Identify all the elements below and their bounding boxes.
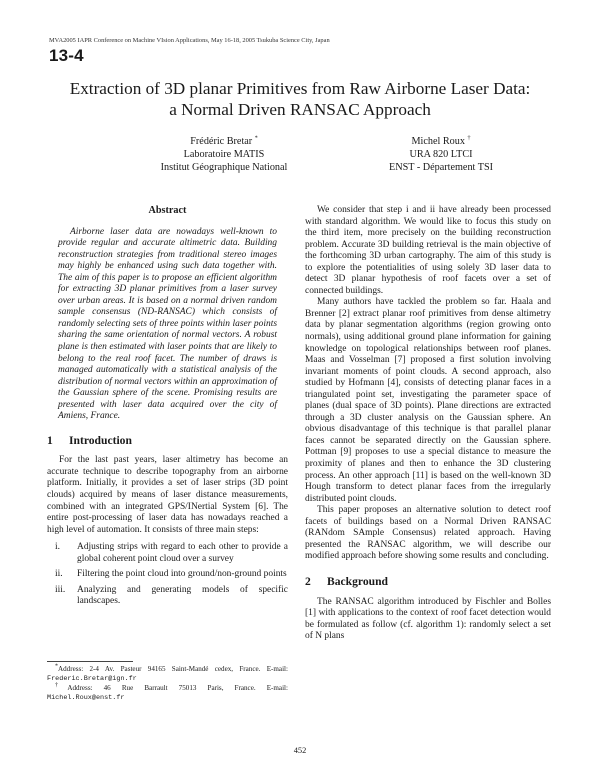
footnote-1-text: Address: 2-4 Av. Pasteur 94165 Saint-Mandé cedex, France. E-mail: xyxy=(58,665,288,673)
footnote-2-email[interactable]: Michel.Roux@enst.fr xyxy=(47,694,125,702)
author-2-affiliation-2: ENST - Département TSI xyxy=(388,162,494,173)
footnote-2-text: Address: 46 Rue Barrault 75013 Paris, France. E-mail: xyxy=(67,684,288,692)
author-2-footnote-mark[interactable]: † xyxy=(467,135,471,142)
section-1-title: Introduction xyxy=(69,433,132,447)
author-2-affiliation-1: URA 820 LTCI xyxy=(409,149,473,160)
left-column xyxy=(47,205,288,612)
author-2-name: Michel Roux xyxy=(411,136,465,147)
footnote-2 xyxy=(47,684,288,703)
list-item-text: Analyzing and generating models of specific landscapes. xyxy=(77,584,288,607)
list-item xyxy=(47,542,288,565)
footnote-1-email[interactable]: Frederic.Bretar@ign.fr xyxy=(47,675,137,683)
author-block-2 xyxy=(357,135,525,174)
section-2-heading xyxy=(305,576,551,588)
list-item xyxy=(47,585,288,608)
right-paragraph-1: We consider that step i and ii have already been processed with standard algorithm. We would like to focus this study on the third item, more precisely on the building reconstruction problem. Accurate 3D building retrieval is the main objective of the forthcoming 3D urban cartography. The aim of this study is to explore the potentialities of using solely 3D laser data to detect 3D planar hypothesis of roof facets over a set of connected buildings. xyxy=(305,205,551,296)
footnotes xyxy=(47,665,288,703)
footnote-divider xyxy=(47,661,133,662)
list-item-text: Adjusting strips with regard to each other to provide a global coherent point cloud over a survey xyxy=(77,542,288,564)
list-item-label: iii. xyxy=(55,584,66,595)
paper-title-line-1: Extraction of 3D planar Primitives from Raw Airborne Laser Data: xyxy=(69,79,531,98)
abstract-heading: Abstract xyxy=(148,205,187,216)
list-item xyxy=(47,569,288,581)
list-item-label: i. xyxy=(55,542,60,553)
author-1-name: Frédéric Bretar xyxy=(190,136,253,147)
list-item-text: Filtering the point cloud into ground/non-ground points xyxy=(77,569,287,580)
processing-steps-list xyxy=(47,542,288,608)
author-1-affiliation-1: Laboratoire MATIS xyxy=(183,149,265,160)
author-1-footnote-mark[interactable]: * xyxy=(254,135,258,142)
footnote-2-mark: † xyxy=(55,682,68,689)
author-block-1 xyxy=(135,135,313,174)
right-column xyxy=(305,205,551,643)
paper-title-line-2: a Normal Driven RANSAC Approach xyxy=(169,100,431,119)
list-item-label: ii. xyxy=(55,569,63,580)
section-1-number: 1 xyxy=(47,433,53,447)
abstract-text: Airborne laser data are nowadays well-known to provide regular and accurate altimetric data. Building reconstruction strategies from traditional stereo images may highly be enhanced using such data together with. The aim of this paper is to propose an efficient algorithm for extracting 3D planar primitives from a laser survey over urban areas. It is based on a normal driven random sample consensus (ND-RANSAC) which consists of randomly selecting sets of three points within laser points sharing the same orientation of normal vectors. A robust plane is then estimated with laser points that are likely to belong to the real roof facet. The number of draws is managed automatically with a statistical analysis of the distribution of normal vectors within an approximation of the Gaussian sphere of the scene. Promising results are presented with laser data acquired over the city of Amiens, France. xyxy=(58,226,277,422)
paper-number: 13-4 xyxy=(49,46,84,65)
right-paragraph-2: Many authors have tackled the problem so far. Haala and Brenner [2] extract planar roof primitives from dense altimetry data by planar segmentation algorithms (region growing onto normals), using additional ground plane information for gaining knowledge on topological relationships between roof planes. Maas and Vosselman [7] proposed a first solution involving invariant moments of point clouds. A second approach, also studied by Hofmann [4], consists of detecting planar faces in a triangulated point set, investigating the parameter space of planes (dual space of 3D points). Plane directions are extracted through a 3D cluster analysis on the Gaussian sphere. An obvious disadvantage of this technique is that parallel planar faces cannot be separated directly on the Gaussian sphere. Pottman [9] proposes to use a special distance to measure the proximity of planes and then to enhance the 3D clustering process. An other approach [11] is based on the well-known 3D Hough transform to detect planar faces from the irregularly distributed point clouds. xyxy=(305,297,551,504)
author-2-name-line xyxy=(357,135,525,148)
page-number: 452 xyxy=(293,746,307,755)
footnote-1 xyxy=(47,665,288,684)
intro-paragraph: For the last past years, laser altimetry has become an accurate technique to describe topography from an airborne platform. Initially, it provides a set of laser strips (3D point clouds) acquired by means of laser distance measurements, combined with an integrated GPS/INertial System [6]. The entire post-processing of laser data has nowadays reached a high level of automation. It consists of three main steps: xyxy=(47,455,288,535)
conference-header: MVA2005 IAPR Conference on Machine VIsion Applications, May 16-18, 2005 Tsukuba Science City, Japan xyxy=(49,37,330,44)
author-1-affiliation-2: Institut Géographique National xyxy=(160,162,288,173)
background-paragraph: The RANSAC algorithm introduced by Fischler and Bolles [1] with applications to the context of roof facet detection would be formulated as follow (cf. algorithm 1): randomly select a set of N plans xyxy=(305,596,551,642)
section-2-number: 2 xyxy=(305,574,311,588)
footnote-1-mark: * xyxy=(55,663,58,670)
section-1-heading xyxy=(47,435,288,447)
section-2-title: Background xyxy=(327,574,388,588)
right-paragraph-3: This paper proposes an alternative solution to detect roof facets of buildings based on a Normal Driven RANSAC (RANdom SAmple Consensus) related approach. Having presented the RANSAC algorithm, we will describe our modified approach before showing some results and concluding. xyxy=(305,505,551,562)
author-1-name-line xyxy=(135,135,313,148)
